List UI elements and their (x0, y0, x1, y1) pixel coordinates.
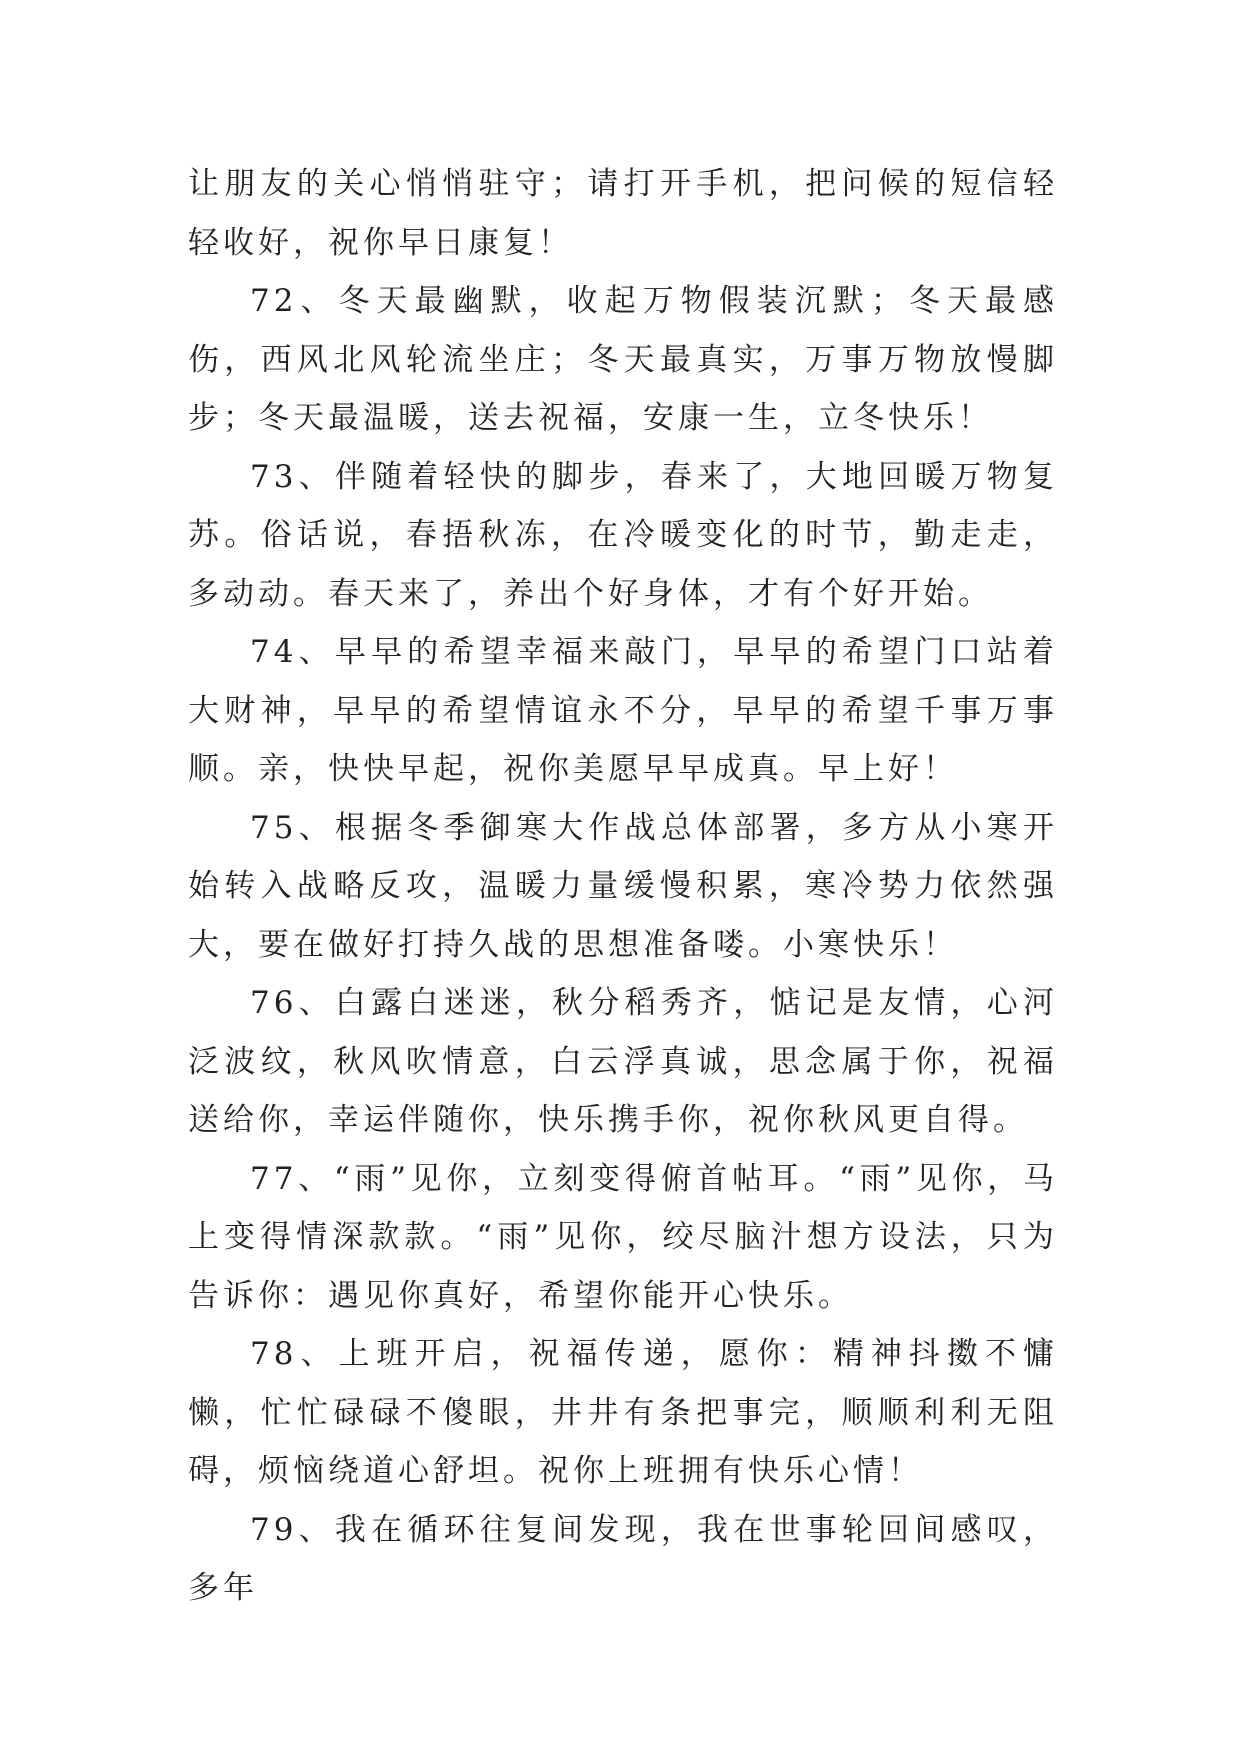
paragraph-74: 74、早早的希望幸福来敲门，早早的希望门口站着大财神，早早的希望情谊永不分，早早的希望千事万事顺。亲，快快早起，祝你美愿早早成真。早上好！ (188, 634, 1058, 787)
paragraph-73: 73、伴随着轻快的脚步，春来了，大地回暖万物复苏。俗话说，春捂秋冻，在冷暖变化的时节，勤走走，多动动。春天来了，养出个好身体，才有个好开始。 (188, 458, 1058, 612)
paragraph-77: 77、“雨”见你，立刻变得俯首帖耳。“雨”见你，马上变得情深款款。“雨”见你，绞尽脑汁想方设法，只为告诉你：遇见你真好，希望你能开心快乐。 (188, 1160, 1058, 1314)
document-body (188, 155, 1058, 1618)
paragraph-75: 75、根据冬季御寒大作战总体部署，多方从小寒开始转入战略反攻，温暖力量缓慢积累，寒冷势力依然强大，要在做好打持久战的思想准备喽。小寒快乐！ (188, 809, 1058, 963)
paragraph-72: 72、冬天最幽默，收起万物假装沉默；冬天最感伤，西风北风轮流坐庄；冬天最真实，万事万物放慢脚步；冬天最温暖，送去祝福，安康一生，立冬快乐！ (188, 283, 1058, 436)
paragraph-79: 79、我在循环往复间发现，我在世事轮回间感叹，多年 (188, 1511, 1058, 1606)
paragraph-76: 76、白露白迷迷，秋分稻秀齐，惦记是友情，心河泛波纹，秋风吹情意，白云浮真诚，思念属于你，祝福送给你，幸运伴随你，快乐携手你，祝你秋风更自得。 (188, 985, 1058, 1138)
paragraph-78: 78、上班开启，祝福传递，愿你：精神抖擞不慵懒，忙忙碌碌不傻眼，井井有条把事完，顺顺利利无阻碍，烦恼绕道心舒坦。祝你上班拥有快乐心情！ (188, 1336, 1058, 1489)
paragraph-71-continuation: 让朋友的关心悄悄驻守；请打开手机，把问候的短信轻轻收好，祝你早日康复！ (188, 166, 1058, 261)
